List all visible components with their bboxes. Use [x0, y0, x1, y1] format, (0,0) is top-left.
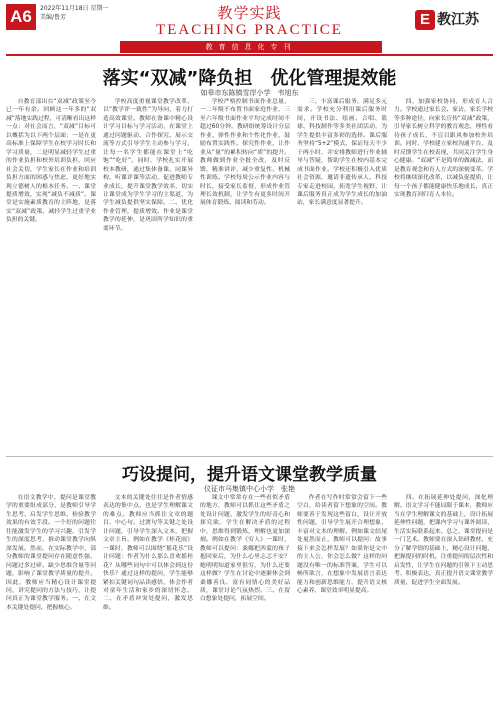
article2-byline: 仪征市马集镇中心小学 张艳 — [204, 485, 295, 493]
issue-date: 2022年11月18日 星期一 — [40, 5, 109, 12]
brand-logo — [415, 10, 493, 32]
article1-paragraph: 自教育部出台“双减”政策至今已一年有余。回顾这一年多的“双减”落地实践过程，可清晰看出这样一点：对社会而言，“双减”目标可以概括为以下两个层面：一是在更高标准上保障学生在校学习时长和学习质量，二是明显减轻学生过重的作业负担和校外培训负担，回应社会关切，学生家长在作业和培训负担方面的困惑与焦虑，更好地实现立德树人的根本任务。一、课堂提质增效，实现“减负不减质”。课堂是实施素质教育的主阵地，是落实“双减”政策、减轻学生过重学业负担的关键。 — [6, 99, 96, 224]
page-number-badge: A6 — [6, 4, 36, 30]
brand-e-icon: E — [415, 10, 435, 30]
section-band: 教育信息化专刊 — [120, 41, 382, 53]
article2-column-2 — [103, 494, 193, 698]
article1-title: 落实“双减”降负担 优化管理提效能 — [102, 68, 397, 89]
article1-paragraph: 学校严格控制书面作业总量，一二年级不布置书面家庭作业，三至六年级书面作业平均完成时间不超过60分钟。教研组统筹设计分层作业、弹性作业和个性化作业，鼓励布置实践性、探究性作业，让作业从“量”的累积转向“质”的提升。教师做到作业全批全改，及时反馈，精准讲评，减少重复性、机械性训练。学校每周公示作业内容与时长，接受家长监督，形成作业管理长效机制，让学生有更多时间开展体育锻炼、阅读和劳动。 — [200, 99, 290, 207]
article1-column-1 — [6, 98, 96, 454]
article2-paragraph: 四、在拓展延伸处提问，深化理解。语文学习不能局限于课本，教师应当在学生理解课文的基础上，设计拓展延伸性问题，把课内学习与课外阅读、生活实际联系起来。总之，课堂提问是一门艺术。教师要在深入钻研教材、充分了解学情的基础上，精心设计问题，把握提问的时机，注重提问的层次性和启发性，让学生在问题的引领下主动思考、积极表达，真正提升语文课堂教学质量，促进学生全面发展。 — [394, 495, 493, 586]
article-divider — [6, 456, 493, 457]
article2-paragraph: 课文中常常存在一些看似矛盾的地方，教师可以抓住这些矛盾之处设计问题，激发学生的好奇心和探究欲。学生在解决矛盾的过程中，思维得到锻炼，理解也更加深刻。例如在教学《穷人》一课时，教师可以提问：桑娜把西蒙的孩子抱回家后，为什么心里忐忑不安？她明明知道家里很穷，为什么还要这样做？学生在讨论中逐渐体会到桑娜善良、富有同情心的美好品质，课堂讨论气氛热烈。三、在留白想象处提问，拓展空间。 — [200, 495, 290, 603]
page-header — [0, 0, 499, 52]
editor-credit: 美编/鲁芳 — [40, 14, 67, 21]
article2-paragraph: 文本的关键处往往是作者情感表达的集中点，也是学生理解课文的难点。教师应当抓住文章的题目、中心句、过渡句等关键之处设计问题，引导学生深入文本，把握文章主旨。例如在教学《桂花雨》一课时，教师可以围绕“摇花乐”设计问题：作者为什么那么喜欢摇桂花？从哪些词句中可以体会到这份快乐？通过这样的提问，学生能够紧扣关键词句品读感悟，体会作者对童年生活和家乡的深切怀念。二、在矛盾冲突处提问，激发思维。 — [103, 495, 193, 611]
article1-column-2 — [103, 98, 193, 454]
article2-column-5 — [394, 494, 493, 698]
article2-paragraph: 在语文教学中，提问是课堂教学的重要组成部分，是教师引导学生思考、启发学生思维、检验教学效果的有效手段。一个好的问题往往能激发学生的学习兴趣，引发学生的深度思考，推动课堂教学向纵深发展。然而，在实际教学中，部分教师的课堂提问存在随意性强、问题过多过碎、缺少思维含量等问题，影响了课堂教学质量的提升。因此，教师应当精心设计课堂提问，讲究提问的方法与技巧，让提问真正为课堂教学服务。一、在文本关键处提问，把握核心。 — [6, 495, 96, 611]
section-title-cn: 教学实践 — [217, 4, 282, 22]
article1-column-4 — [297, 98, 387, 454]
article1-paragraph: 四、加强家校协同，形成育人合力。学校通过家长会、家访、家长学校等多种途径，向家长宣传“双减”政策，引导家长树立科学的教育观念，理性看待孩子成长，不盲目跟风参加校外培训。同时，学校建立家校沟通平台，及时反馈学生在校表现，共同关注学生身心健康。“双减”不是简单的做减法，而是教育观念和育人方式的深刻变革。学校将继续深化改革，以减负促提质，让每一个孩子都能健康快乐地成长，真正实现教育回归育人本位。 — [394, 99, 493, 198]
section-title-en: TEACHING PRACTICE — [156, 22, 343, 38]
article2-paragraph: 作者在写作时常常会留下一些空白，给读者留下想象的空间。教师要善于发现这些留白，设计开放性问题，引导学生展开合理想象，丰富对文本的理解。例如课文结尾处戛然而止，教师可以提问：故事接下来会怎样发展？如果你是文中的主人公，你会怎么做？这样的问题没有唯一的标准答案，学生可以畅所欲言，在想象中发展语言表达能力和创新思维能力，提升语文核心素养，课堂效率明显提高。 — [297, 495, 387, 594]
header-rule — [6, 54, 493, 56]
article1-paragraph: 三、丰富课后服务，满足多元需求。学校充分利用课后服务时间，开设书法、绘画、合唱、篮球、科技制作等多类社团活动，为学生提供丰富多彩的选择。课后服务坚持“5+2”模式，保证每天不少于两小时，并安排教师进行作业辅导与答疑，帮助学生在校内基本完成书面作业。学校还积极引入优质社会资源，邀请非遗传承人、科技专家走进校园，拓宽学生视野，让课后服务真正成为学生成长的加油站，家长满意度显著提升。 — [297, 99, 387, 207]
article2-column-3 — [200, 494, 290, 698]
article2-title: 巧设提问，提升语文课堂教学质量 — [122, 465, 377, 485]
article1-paragraph: 学校高度重视课堂教学改革，以“教学评一致性”为导向，着力打造高效课堂。教师在备课中精心设计学习目标与学习活动，在课堂上通过问题驱动、合作探究、展示交流等方式引导学生主动参与学习，让每一名学生都能在课堂上“吃饱”“吃好”。同时，学校扎实开展校本教研，通过集体备课、同课异构、听课评课等活动，促进教师专业成长，提升课堂教学效率，切实让课堂成为学生学习的主渠道，为学生减负提供坚实保障。二、优化作业管理，提质增效。作业是课堂教学的延伸，是巩固所学知识的重要环节。 — [103, 99, 193, 232]
brand-name: 教江苏 — [437, 12, 479, 28]
article1-column-5 — [394, 98, 493, 454]
article1-byline: 如皋市东陈镇雪岸小学 韦旭东 — [200, 89, 299, 97]
article1-column-3 — [200, 98, 290, 454]
article2-column-1 — [6, 494, 96, 698]
article2-column-4 — [297, 494, 387, 698]
